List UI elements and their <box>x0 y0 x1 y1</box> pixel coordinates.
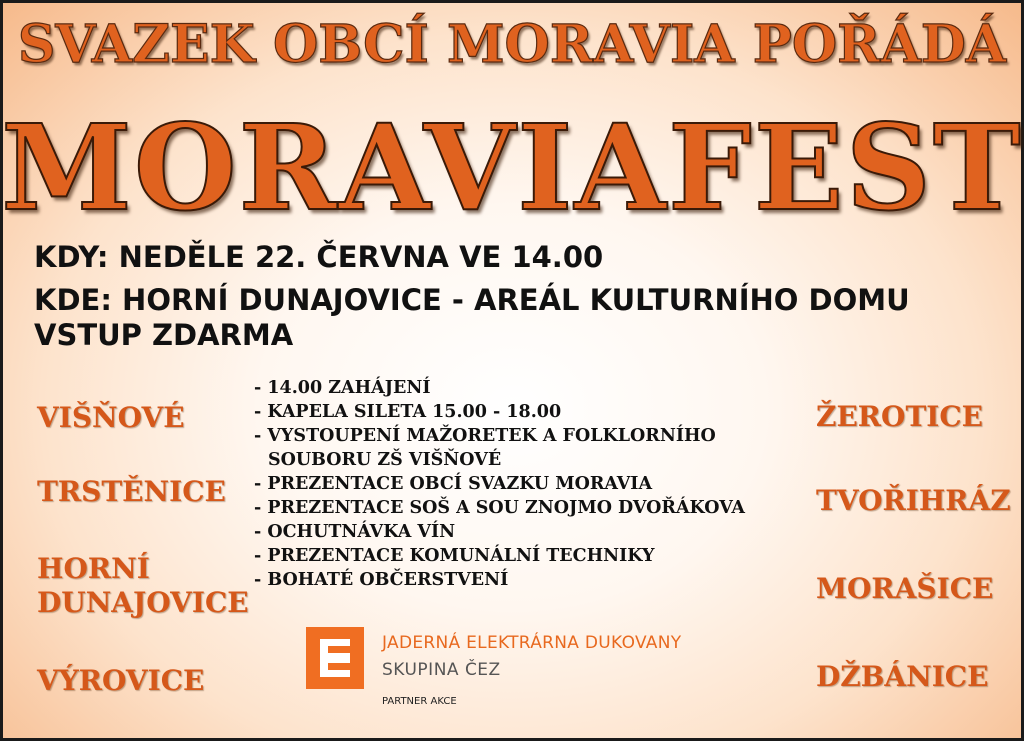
program-item: - OCHUTNÁVKA VÍN <box>254 522 456 542</box>
village-dunajovice: DUNAJOVICE <box>37 586 249 619</box>
program-item: - PREZENTACE OBCÍ SVAZKU MORAVIA <box>254 474 653 494</box>
village-morasice: MORAŠICE <box>816 572 994 605</box>
program-item: - KAPELA SILETA 15.00 - 18.00 <box>254 402 562 422</box>
program-item: - PREZENTACE SOŠ A SOU ZNOJMO DVOŘÁKOVA <box>254 498 746 518</box>
village-horni: HORNÍ <box>37 552 150 585</box>
program-item: SOUBORU ZŠ VIŠŇOVÉ <box>268 450 502 470</box>
program-item: - BOHATÉ OBČERSTVENÍ <box>254 570 509 590</box>
program-item: - 14.00 ZAHÁJENÍ <box>254 378 431 398</box>
village-zerotice: ŽEROTICE <box>816 400 984 433</box>
partner-name: JADERNÁ ELEKTRÁRNA DUKOVANY <box>382 633 682 653</box>
village-dzbanice: DŽBÁNICE <box>816 660 989 693</box>
village-trstenice: TRSTĚNICE <box>37 475 226 508</box>
cez-logo-icon <box>306 627 364 689</box>
village-visnove: VIŠŇOVÉ <box>37 401 185 434</box>
organizer-heading: SVAZEK OBCÍ MORAVIA POŘÁDÁ <box>17 14 1007 75</box>
event-where: KDE: HORNÍ DUNAJOVICE - AREÁL KULTURNÍHO DOMU <box>34 283 910 317</box>
program-item: - PREZENTACE KOMUNÁLNÍ TECHNIKY <box>254 546 655 566</box>
program-list <box>254 376 814 592</box>
village-vyrovice: VÝROVICE <box>37 664 205 697</box>
program-item: - VYSTOUPENÍ MAŽORETEK A FOLKLORNÍHO <box>254 426 716 446</box>
event-entry: VSTUP ZDARMA <box>34 318 294 352</box>
partner-group: SKUPINA ČEZ <box>382 660 501 680</box>
event-when: KDY: NEDĚLE 22. ČERVNA VE 14.00 <box>34 240 604 274</box>
partner-label: PARTNER AKCE <box>382 696 457 707</box>
event-title: MORAVIAFEST <box>1 98 1023 237</box>
village-tvorihraz: TVOŘIHRÁZ <box>816 484 1011 517</box>
